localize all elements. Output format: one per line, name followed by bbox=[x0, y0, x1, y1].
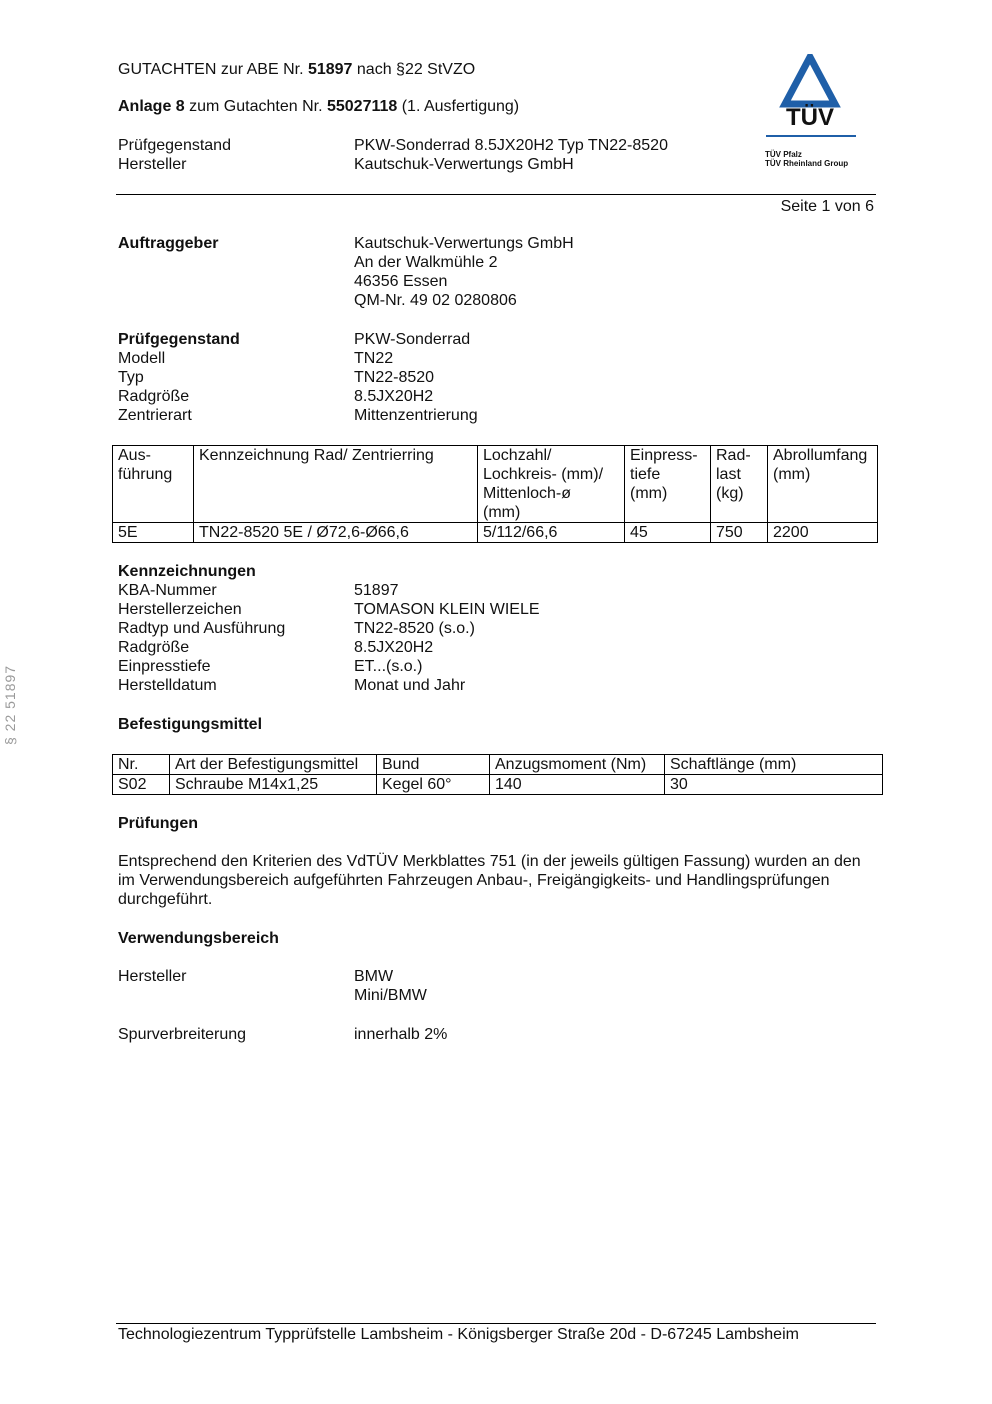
pruefgegenstand-block: Prüfgegenstand PKW-Sonderrad Modell TN22 Typ TN22-8520 Radgröße 8.5JX20H2 Zentrierart Mittenzentrierung bbox=[118, 331, 478, 424]
header-divider bbox=[116, 194, 876, 195]
footer-divider bbox=[116, 1323, 876, 1324]
kennzeichnungen-block: KBA-Nummer 51897 Herstellerzeichen TOMASON KLEIN WIELE Radtyp und Ausführung TN22-8520 (s.o.) Radgröße 8.5JX20H2 Einpresstiefe ET...(s.o.) Herstelldatum Monat und Jahr bbox=[118, 582, 540, 694]
befestigung-title: Befestigungsmittel bbox=[118, 716, 263, 733]
table-header-row: Nr. Art der Befestigungsmittel Bund Anzugsmoment (Nm) Schaftlänge (mm) bbox=[113, 755, 883, 775]
kennzeichnungen-title: Kennzeichnungen bbox=[118, 563, 256, 580]
side-mark: § 22 51897 bbox=[2, 664, 18, 745]
table-row: S02 Schraube M14x1,25 Kegel 60° 140 30 bbox=[113, 775, 883, 795]
verwendungsbereich-spur: Spurverbreiterung innerhalb 2% bbox=[118, 1026, 448, 1043]
rad-table bbox=[112, 445, 878, 543]
verwendungsbereich-title: Verwendungsbereich bbox=[118, 930, 279, 947]
header-info: Prüfgegenstand PKW-Sonderrad 8.5JX20H2 Typ TN22-8520 Hersteller Kautschuk-Verwertungs GmbH bbox=[118, 137, 668, 173]
tuev-logo-sub1: TÜV Pfalz bbox=[765, 150, 802, 159]
header-line-1: GUTACHTEN zur ABE Nr. 51897 nach §22 StVZO bbox=[118, 61, 476, 78]
table-row: 5E TN22-8520 5E / Ø72,6-Ø66,6 5/112/66,6 45 750 2200 bbox=[113, 523, 878, 543]
tuev-logo-sub2: TÜV Rheinland Group bbox=[765, 159, 849, 168]
table-header-row: Aus- führung Kennzeichnung Rad/ Zentrierring Lochzahl/ Lochkreis- (mm)/ Mittenloch-ø (mm) Einpress- tiefe (mm) Rad- last (kg) Abrollumfang (mm) bbox=[113, 446, 878, 523]
tuev-logo bbox=[762, 54, 862, 174]
befestigung-table bbox=[112, 754, 883, 795]
pruefungen-title: Prüfungen bbox=[118, 815, 198, 832]
tuev-logo-rule bbox=[766, 135, 856, 137]
page-number: Seite 1 von 6 bbox=[780, 198, 874, 215]
verwendungsbereich-hersteller: Hersteller BMW Mini/BMW bbox=[118, 968, 427, 1004]
tuev-logo-text: TÜV bbox=[786, 104, 834, 131]
auftraggeber-block: Auftraggeber Kautschuk-Verwertungs GmbH An der Walkmühle 2 46356 Essen QM-Nr. 49 02 0280806 bbox=[118, 235, 574, 309]
header-line-2: Anlage 8 zum Gutachten Nr. 55027118 (1. Ausfertigung) bbox=[118, 98, 520, 115]
pruefungen-text: Entsprechend den Kriterien des VdTÜV Merkblattes 751 (in der jeweils gültigen Fassung) wurden an den im Verwendungsbereich aufgeführten Fahrzeugen Anbau-, Freigängigkeits- und Handlingsprüfungen durchgeführt. bbox=[118, 853, 861, 908]
footer-text: Technologiezentrum Typprüfstelle Lambsheim - Königsberger Straße 20d - D-67245 Lambsheim bbox=[118, 1326, 799, 1343]
tuev-triangle-icon bbox=[762, 54, 862, 109]
